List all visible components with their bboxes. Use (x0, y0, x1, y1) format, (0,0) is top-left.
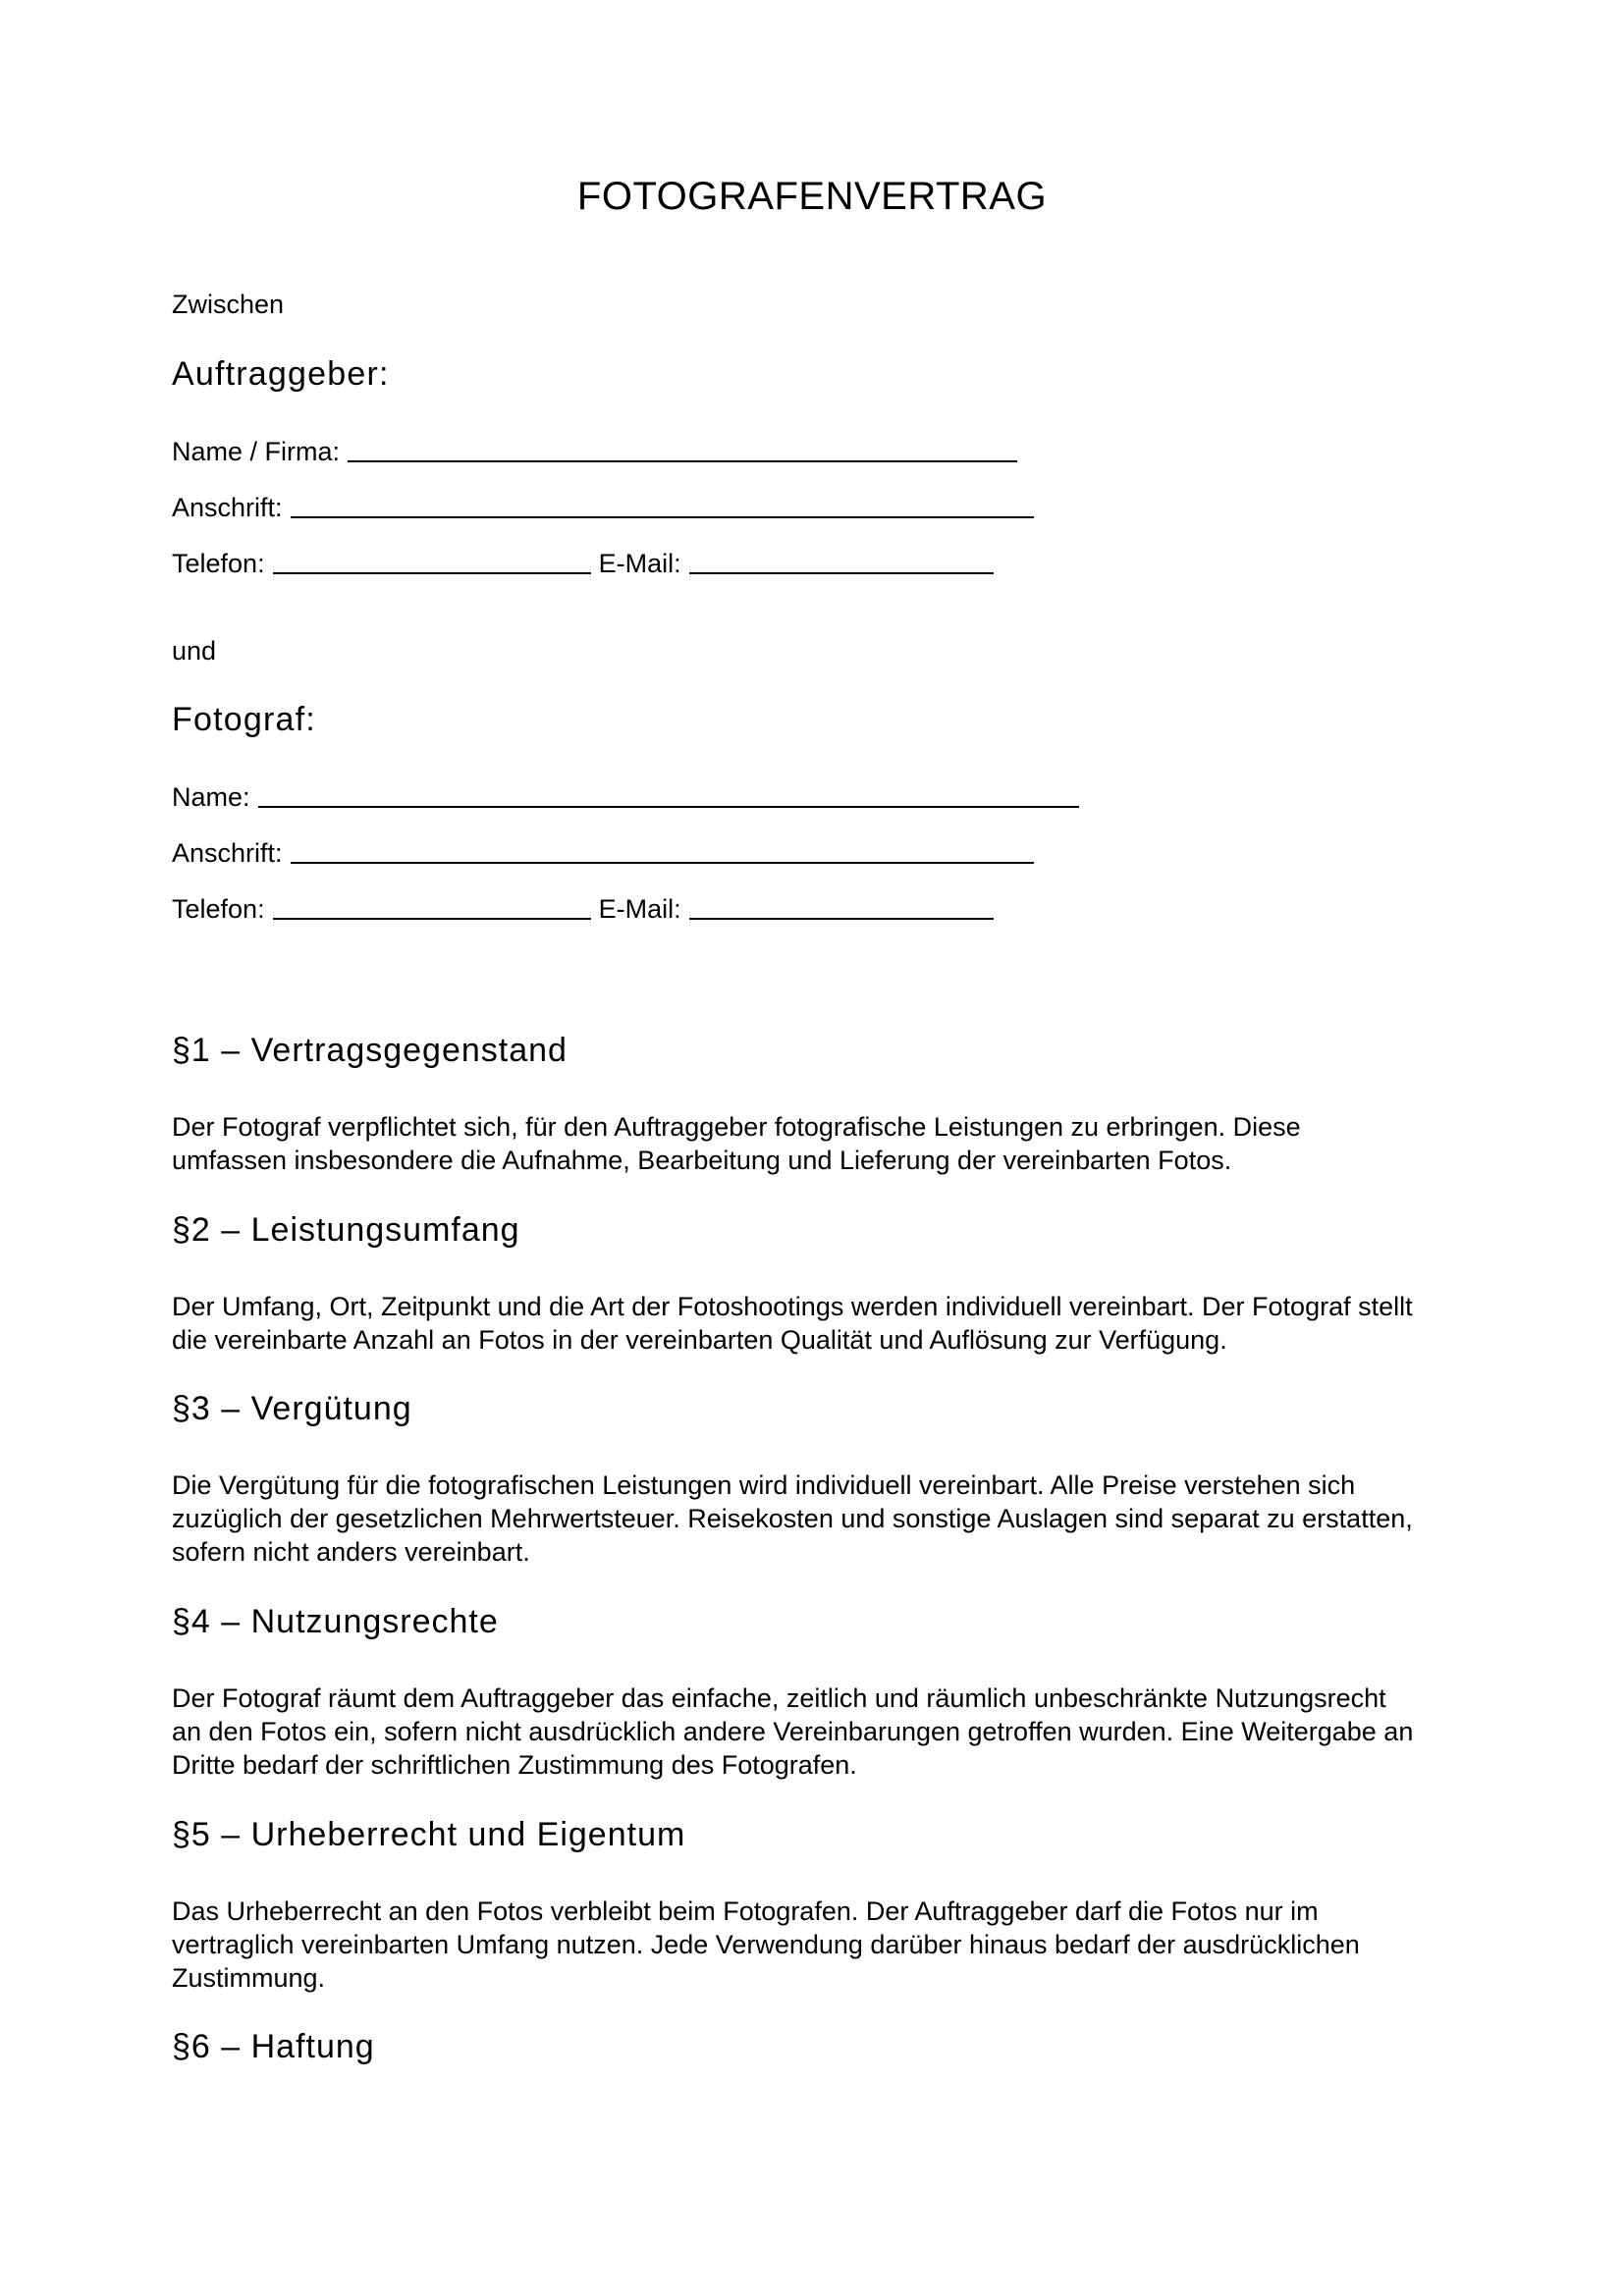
section-heading-5: §5 – Urheberrecht und Eigentum (172, 1816, 686, 1853)
section-heading-2: §2 – Leistungsumfang (172, 1211, 520, 1249)
photographer-address-field[interactable] (291, 836, 1034, 864)
section-1-line-1: Der Fotograf verpflichtet sich, für den Auftraggeber fotografische Leistungen zu erbringen. Diese (172, 1112, 1301, 1142)
section-5-line-2: vertraglich vereinbarten Umfang nutzen. Jede Verwendung darüber hinaus bedarf der ausdrücklichen (172, 1930, 1360, 1959)
document-title: FOTOGRAFENVERTRAG (576, 175, 1048, 218)
client-contact-row (172, 547, 994, 580)
client-address-field[interactable] (291, 491, 1034, 518)
photographer-address-label: Anschrift: (172, 838, 283, 868)
photographer-contact-row (172, 892, 994, 926)
client-phone-field[interactable] (273, 547, 591, 574)
photographer-address-row (172, 836, 1034, 870)
section-heading-3: §3 – Vergütung (172, 1390, 412, 1427)
section-2-line-1: Der Umfang, Ort, Zeitpunkt und die Art der Fotoshootings werden individuell vereinbart. Der Fotograf stellt (172, 1292, 1413, 1321)
client-name-row (172, 435, 1017, 468)
photographer-email-field[interactable] (689, 892, 994, 920)
section-1-line-2: umfassen insbesondere die Aufnahme, Bearbeitung und Lieferung der vereinbarten Fotos. (172, 1146, 1232, 1175)
section-heading-6: §6 – Haftung (172, 2028, 375, 2065)
and-label: und (172, 636, 217, 666)
section-2-text (172, 1290, 1488, 1357)
between-label: Zwischen (172, 290, 285, 319)
section-3-line-1: Die Vergütung für die fotografischen Leistungen wird individuell vereinbart. Alle Preise verstehen sich (172, 1470, 1356, 1500)
photographer-email-label: E-Mail: (598, 894, 681, 924)
section-4-line-3: Dritte bedarf der schriftlichen Zustimmung des Fotografen. (172, 1750, 857, 1780)
photographer-name-label: Name: (172, 782, 250, 812)
client-phone-label: Telefon: (172, 549, 265, 578)
section-3-line-3: sofern nicht anders vereinbart. (172, 1537, 530, 1567)
client-name-label: Name / Firma: (172, 437, 341, 466)
section-heading-1: §1 – Vertragsgegenstand (172, 1032, 568, 1069)
client-address-row (172, 491, 1034, 524)
section-heading-4: §4 – Nutzungsrechte (172, 1603, 499, 1640)
client-address-label: Anschrift: (172, 493, 283, 522)
section-4-line-2: an den Fotos ein, sofern nicht ausdrücklich andere Vereinbarungen getroffen wurden. Eine Weitergabe an (172, 1717, 1414, 1746)
section-1-text (172, 1110, 1488, 1177)
photographer-phone-label: Telefon: (172, 894, 265, 924)
section-4-text (172, 1682, 1488, 1782)
photographer-name-field[interactable] (258, 780, 1079, 808)
section-5-text (172, 1895, 1488, 1995)
section-4-line-1: Der Fotograf räumt dem Auftraggeber das einfache, zeitlich und räumlich unbeschränkte Nutzungsrecht (172, 1683, 1386, 1713)
client-name-field[interactable] (348, 435, 1017, 462)
section-5-line-3: Zustimmung. (172, 1963, 326, 1993)
section-2-line-2: die vereinbarte Anzahl an Fotos in der vereinbarten Qualität und Auflösung zur Verfügung. (172, 1325, 1227, 1355)
section-5-line-1: Das Urheberrecht an den Fotos verbleibt beim Fotografen. Der Auftraggeber darf die Fotos nur im (172, 1896, 1319, 1926)
photographer-phone-field[interactable] (273, 892, 591, 920)
section-3-line-2: zuzüglich der gesetzlichen Mehrwertsteuer. Reisekosten und sonstige Auslagen sind separat zu erstatten, (172, 1504, 1413, 1533)
photographer-name-row (172, 780, 1079, 814)
client-heading: Auftraggeber: (172, 355, 390, 393)
client-email-field[interactable] (689, 547, 994, 574)
client-email-label: E-Mail: (598, 549, 681, 578)
photographer-heading: Fotograf: (172, 701, 316, 738)
section-3-text (172, 1468, 1488, 1569)
